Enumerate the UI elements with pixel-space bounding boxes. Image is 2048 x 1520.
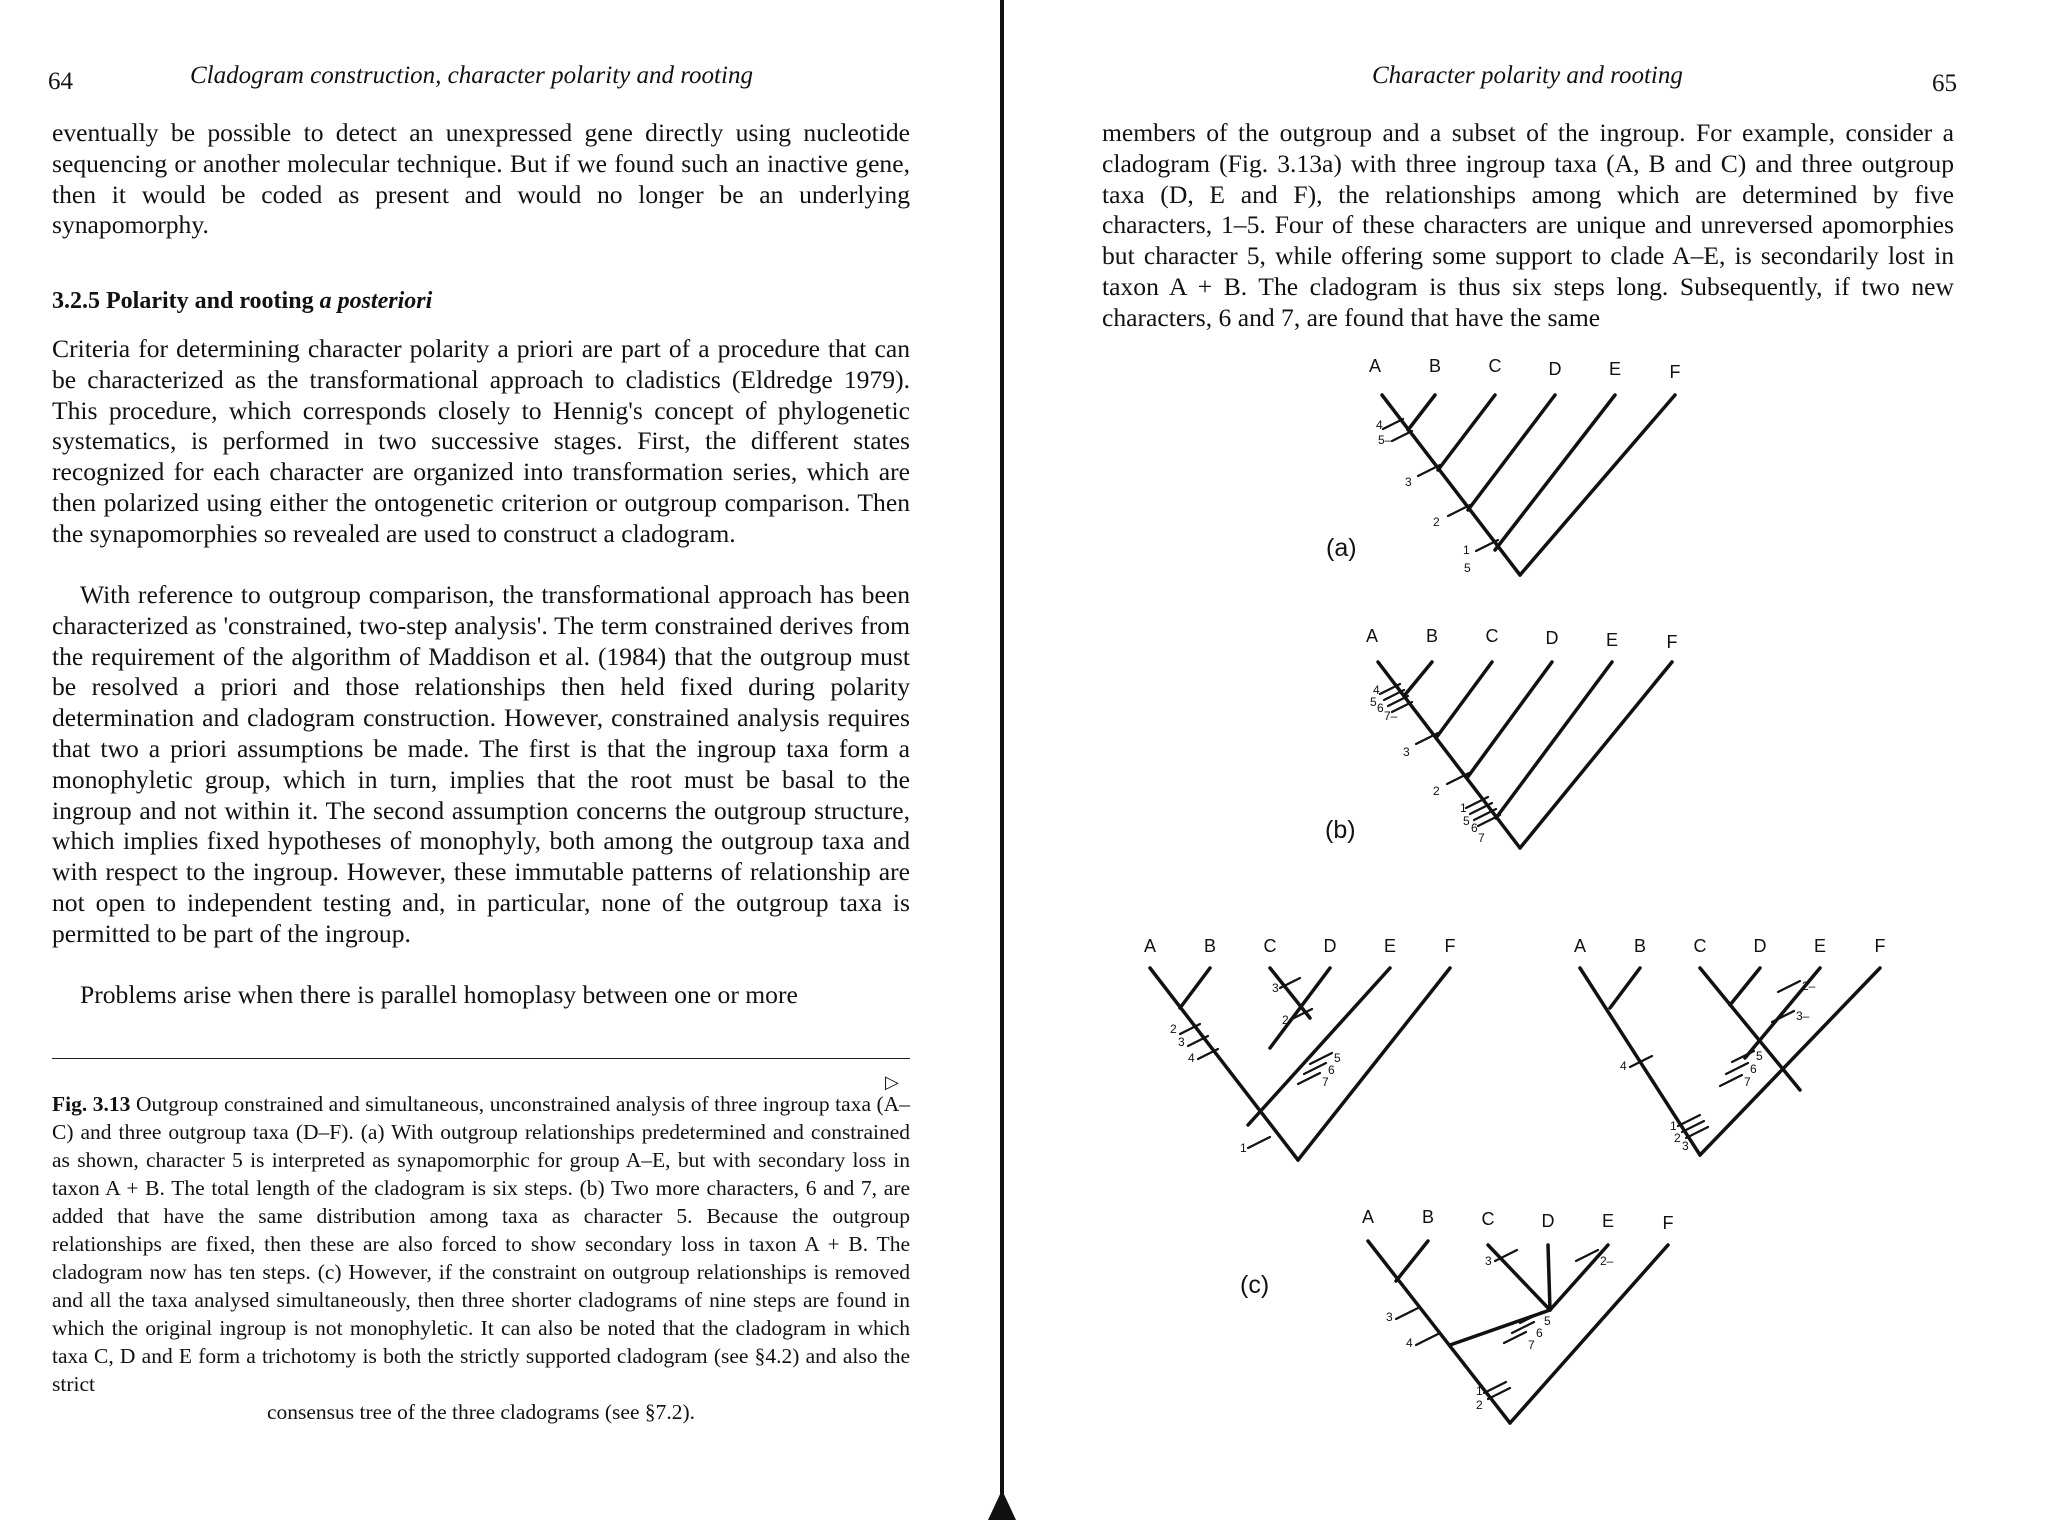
branch-d	[1730, 968, 1760, 1005]
branch-f	[1510, 1245, 1668, 1423]
caption-divider	[52, 1058, 910, 1059]
branch-b	[1396, 1241, 1428, 1281]
char-label: 2–	[1802, 979, 1816, 993]
taxon-label-c: C	[1263, 936, 1277, 956]
branch-b	[1180, 968, 1210, 1008]
character-tick	[1304, 1063, 1326, 1074]
taxon-label-b: B	[1425, 626, 1439, 646]
taxon-label-b: B	[1203, 936, 1217, 956]
char-label: 3	[1405, 475, 1412, 489]
char-label: 3	[1272, 981, 1279, 995]
figure-caption	[52, 1090, 910, 1426]
taxon-label-f: F	[1662, 1213, 1674, 1233]
branch-trunk	[1378, 662, 1520, 848]
taxon-label-c: C	[1488, 356, 1502, 376]
taxon-label-d: D	[1541, 1211, 1555, 1231]
running-head-right: Character polarity and rooting	[1372, 62, 1683, 89]
intro-text: eventually be possible to detect an unexpressed gene directly using nucleotide sequencing or another molecular technique. But if we found such an inactive gene, then it would be coded as present and would no longer be an underlying synapomorphy.	[52, 118, 910, 240]
character-tick	[1383, 419, 1403, 429]
char-label: 7–	[1384, 709, 1398, 723]
char-label: 7	[1322, 1075, 1329, 1089]
char-label: 6	[1471, 821, 1478, 835]
page-number-right: 65	[1932, 70, 1957, 97]
panel-label-b: (b)	[1325, 816, 1356, 844]
char-label: 2	[1282, 1013, 1289, 1027]
char-label: 7	[1528, 1338, 1535, 1352]
char-label: 5	[1370, 695, 1377, 709]
char-label: 1	[1240, 1141, 1247, 1155]
left-page	[0, 0, 1000, 1520]
char-label: 2	[1170, 1022, 1177, 1036]
taxon-label-f: F	[1444, 936, 1456, 956]
char-label: 5	[1464, 561, 1471, 575]
char-label: 4	[1406, 1336, 1413, 1350]
character-tick	[1298, 1073, 1320, 1084]
page-number-left: 64	[48, 68, 73, 95]
taxon-label-e: E	[1601, 1211, 1615, 1231]
char-label: 6	[1750, 1062, 1757, 1076]
char-label: 5–	[1378, 433, 1392, 447]
taxon-label-f: F	[1669, 362, 1681, 382]
character-tick	[1504, 1332, 1526, 1343]
taxon-label-d: D	[1545, 628, 1559, 648]
branch-c	[1438, 395, 1495, 470]
taxon-label-b: B	[1428, 356, 1442, 376]
taxon-label-e: E	[1383, 936, 1397, 956]
branch-f	[1700, 968, 1880, 1155]
taxon-label-a: A	[1368, 356, 1382, 376]
branch-e	[1495, 395, 1615, 550]
char-label: 6	[1328, 1063, 1335, 1077]
char-label: 6	[1377, 701, 1384, 715]
taxon-label-f: F	[1874, 936, 1886, 956]
cladogram-b	[1300, 620, 1720, 870]
char-label: 4	[1373, 683, 1380, 697]
panel-label-a: (a)	[1326, 534, 1357, 562]
branch-c	[1436, 662, 1492, 738]
branch-a	[1150, 968, 1298, 1160]
cladogram-c3	[1220, 1205, 1700, 1445]
char-label: 4	[1620, 1059, 1627, 1073]
cladogram-a	[1300, 350, 1720, 590]
branch-e	[1496, 662, 1612, 818]
char-label: 3	[1403, 745, 1410, 759]
taxon-label-c: C	[1481, 1209, 1495, 1229]
char-label: 6	[1536, 1326, 1543, 1340]
char-label: 7	[1478, 831, 1485, 845]
char-label: 2	[1674, 1131, 1681, 1145]
continue-marker: ▷	[885, 1072, 899, 1093]
caption-text: Outgroup constrained and simultaneous, unconstrained analysis of three ingroup taxa (A–C) and three outgroup taxa (D–F). (a) With outgroup relationships predetermined and constrained as shown, character 5 is interpreted as synapomorphic for group A–E, but with secondary loss in taxon A + B. The total length of the cladogram is six steps. (b) Two more characters, 6 and 7, are added that have the same distribution among taxa as character 5. Because the outgroup relationships are fixed, then these are also forced to show secondary loss in taxon A + B. The cladogram now has ten steps. (c) However, if the constraint on outgroup relationships is removed and all the taxa analysed simultaneously, then three shorter cladograms of nine steps are found in which the original ingroup is not monophyletic. It can also be noted that the cladogram in which taxa C, D and E form a trichotomy is both the strictly supported cladogram (see §4.2) and also the strict	[52, 1092, 910, 1396]
char-label: 3	[1386, 1310, 1393, 1324]
panel-label-c: (c)	[1240, 1271, 1270, 1299]
branch-c	[1488, 1245, 1550, 1310]
char-label: 1	[1670, 1119, 1677, 1133]
taxon-label-a: A	[1573, 936, 1587, 956]
running-head-left: Cladogram construction, character polarity and rooting	[190, 62, 753, 89]
body-paragraph-2: With reference to outgroup comparison, the transformational approach has been characterized as 'constrained, two-step analysis'. The term constrained derives from the requirement of the algorithm of Maddison et al. (1984) that the outgroup must be resolved a priori and those relationships then held fixed during polarity determination and cladogram construction. However, constrained analysis requires that two a priori assumptions be made. The first is that the ingroup taxa form a monophyletic group, which in turn, implies that the root must be basal to the ingroup and not within it. The second assumption concerns the outgroup structure, which implies fixed hypotheses of monophyly, both among the outgroup taxa and with respect to the ingroup. However, these immutable patterns of relationship are not open to independent testing and, in particular, none of the outgroup taxa is permitted to be part of the ingroup.	[52, 580, 910, 948]
caption-last-line: consensus tree of the three cladograms (see §7.2).	[266, 1400, 696, 1424]
branch-b	[1404, 662, 1432, 696]
branch-trunk	[1382, 395, 1520, 575]
char-label: 3	[1682, 1139, 1689, 1153]
taxon-label-a: A	[1361, 1207, 1375, 1227]
caption-label: Fig. 3.13	[52, 1092, 131, 1116]
taxon-label-d: D	[1753, 936, 1767, 956]
branch-d	[1548, 1245, 1550, 1310]
taxon-label-e: E	[1813, 936, 1827, 956]
char-label: 3–	[1796, 1009, 1810, 1023]
taxon-label-a: A	[1365, 626, 1379, 646]
char-label: 1	[1476, 1384, 1483, 1398]
char-label: 7	[1744, 1075, 1751, 1089]
character-tick	[1732, 1051, 1754, 1062]
cladogram-c2	[1550, 930, 1930, 1170]
character-tick	[1778, 981, 1800, 992]
char-label: 1	[1463, 543, 1470, 557]
section-number: 3.2.5	[52, 288, 100, 314]
taxon-label-e: E	[1608, 359, 1622, 379]
char-label: 2	[1476, 1398, 1483, 1412]
char-label: 3	[1485, 1254, 1492, 1268]
branch-b	[1408, 395, 1435, 430]
character-tick	[1720, 1075, 1742, 1086]
character-tick	[1396, 1308, 1418, 1319]
right-paragraph: members of the outgroup and a subset of the ingroup. For example, consider a cladogram (Fig. 3.13a) with three ingroup taxa (A, B and C) and three outgroup taxa (D, E and F), the relationships among which are determined by five characters, 1–5. Four of these characters are unique and unreversed apomorphies but character 5, while offering some support to clade A–E, is secondarily lost in taxon A + B. The cladogram is thus six steps long. Subsequently, if two new characters, 6 and 7, are found that have the same	[1102, 118, 1954, 332]
taxon-label-c: C	[1485, 626, 1499, 646]
char-label: 2–	[1600, 1254, 1614, 1268]
taxon-label-e: E	[1605, 630, 1619, 650]
branch-f	[1298, 968, 1450, 1160]
character-tick	[1392, 431, 1412, 441]
taxon-label-c: C	[1693, 936, 1707, 956]
char-label: 2	[1433, 515, 1440, 529]
char-label: 5	[1334, 1051, 1341, 1065]
char-label: 4	[1188, 1051, 1195, 1065]
taxon-label-a: A	[1143, 936, 1157, 956]
char-label: 2	[1433, 784, 1440, 798]
section-heading	[52, 288, 432, 315]
character-tick	[1726, 1063, 1748, 1074]
taxon-label-d: D	[1548, 359, 1562, 379]
branch-b	[1610, 968, 1640, 1008]
section-title: Polarity and rooting	[106, 288, 314, 314]
taxon-label-d: D	[1323, 936, 1337, 956]
taxon-label-b: B	[1421, 1207, 1435, 1227]
body-paragraph-3: Problems arise when there is parallel homoplasy between one or more	[80, 980, 798, 1009]
section-title-italic: a posteriori	[319, 288, 433, 314]
char-label: 4	[1376, 418, 1383, 432]
cladogram-c1	[1120, 930, 1500, 1170]
char-label: 3	[1178, 1035, 1185, 1049]
body-paragraph-1: Criteria for determining character polarity a priori are part of a procedure that can be characterized as the transformational approach to cladistics (Eldredge 1979). This procedure, which corresponds closely to Hennig's concept of phylogenetic systematics, is performed in two successive stages. First, the different states recognized for each character are organized into transformation series, which are then polarized using either the ontogenetic criterion or outgroup comparison. Then the synapomorphies so revealed are used to construct a cladogram.	[52, 334, 910, 548]
character-tick	[1416, 1334, 1438, 1345]
char-label: 5	[1544, 1314, 1551, 1328]
taxon-label-b: B	[1633, 936, 1647, 956]
char-label: 1	[1460, 801, 1467, 815]
char-label: 5	[1463, 814, 1470, 828]
character-tick	[1248, 1137, 1270, 1148]
char-label: 5	[1756, 1049, 1763, 1063]
taxon-label-f: F	[1666, 632, 1678, 652]
